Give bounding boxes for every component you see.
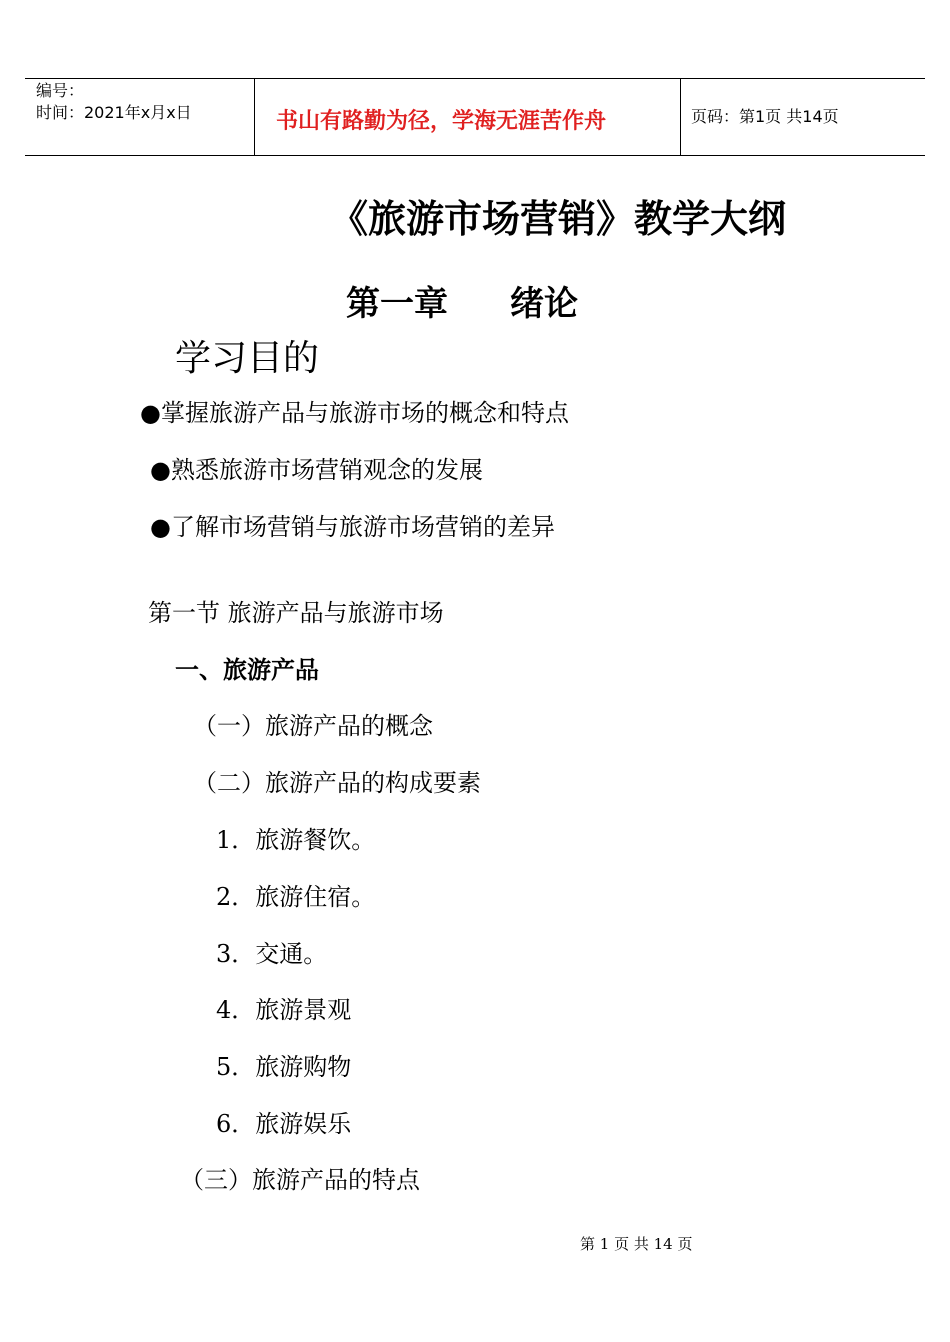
header-bottom-border bbox=[25, 155, 925, 156]
outline-item-features: （三）旅游产品的特点 bbox=[180, 1166, 420, 1194]
header-time-label: 时间：2021年x月x日 bbox=[36, 103, 192, 122]
element-item-5: 5．旅游购物 bbox=[216, 1053, 352, 1081]
header-divider-left bbox=[254, 78, 255, 155]
objective-item-1: ●掌握旅游产品与旅游市场的概念和特点 bbox=[140, 399, 569, 427]
outline-item-concept: （一）旅游产品的概念 bbox=[193, 712, 433, 740]
objectives-heading: 学习目的 bbox=[175, 338, 320, 379]
section-title: 第一节 旅游产品与旅游市场 bbox=[148, 599, 444, 627]
element-item-4: 4．旅游景观 bbox=[216, 996, 352, 1024]
element-item-6: 6．旅游娱乐 bbox=[216, 1110, 352, 1138]
header-top-border bbox=[25, 78, 925, 79]
chapter-heading bbox=[346, 276, 578, 325]
chapter-number: 第一章 bbox=[346, 284, 448, 324]
header-page-info: 页码：第1页 共14页 bbox=[691, 107, 839, 126]
element-item-2: 2．旅游住宿。 bbox=[216, 883, 376, 911]
element-item-1: 1．旅游餐饮。 bbox=[216, 826, 376, 854]
chapter-name: 绪论 bbox=[510, 284, 578, 324]
subsection-title: 一、旅游产品 bbox=[175, 656, 319, 684]
objective-item-3: ●了解市场营销与旅游市场营销的差异 bbox=[150, 513, 555, 541]
header-divider-right bbox=[680, 78, 681, 155]
outline-item-elements: （二）旅游产品的构成要素 bbox=[193, 769, 481, 797]
objective-item-2: ●熟悉旅游市场营销观念的发展 bbox=[150, 456, 483, 484]
page-footer: 第 1 页 共 14 页 bbox=[580, 1235, 693, 1253]
element-item-3: 3．交通。 bbox=[216, 940, 328, 968]
header-motto: 书山有路勤为径，学海无涯苦作舟 bbox=[276, 109, 607, 134]
header-number-label: 编号： bbox=[36, 81, 85, 100]
document-title: 《旅游市场营销》教学大纲 bbox=[330, 197, 787, 241]
